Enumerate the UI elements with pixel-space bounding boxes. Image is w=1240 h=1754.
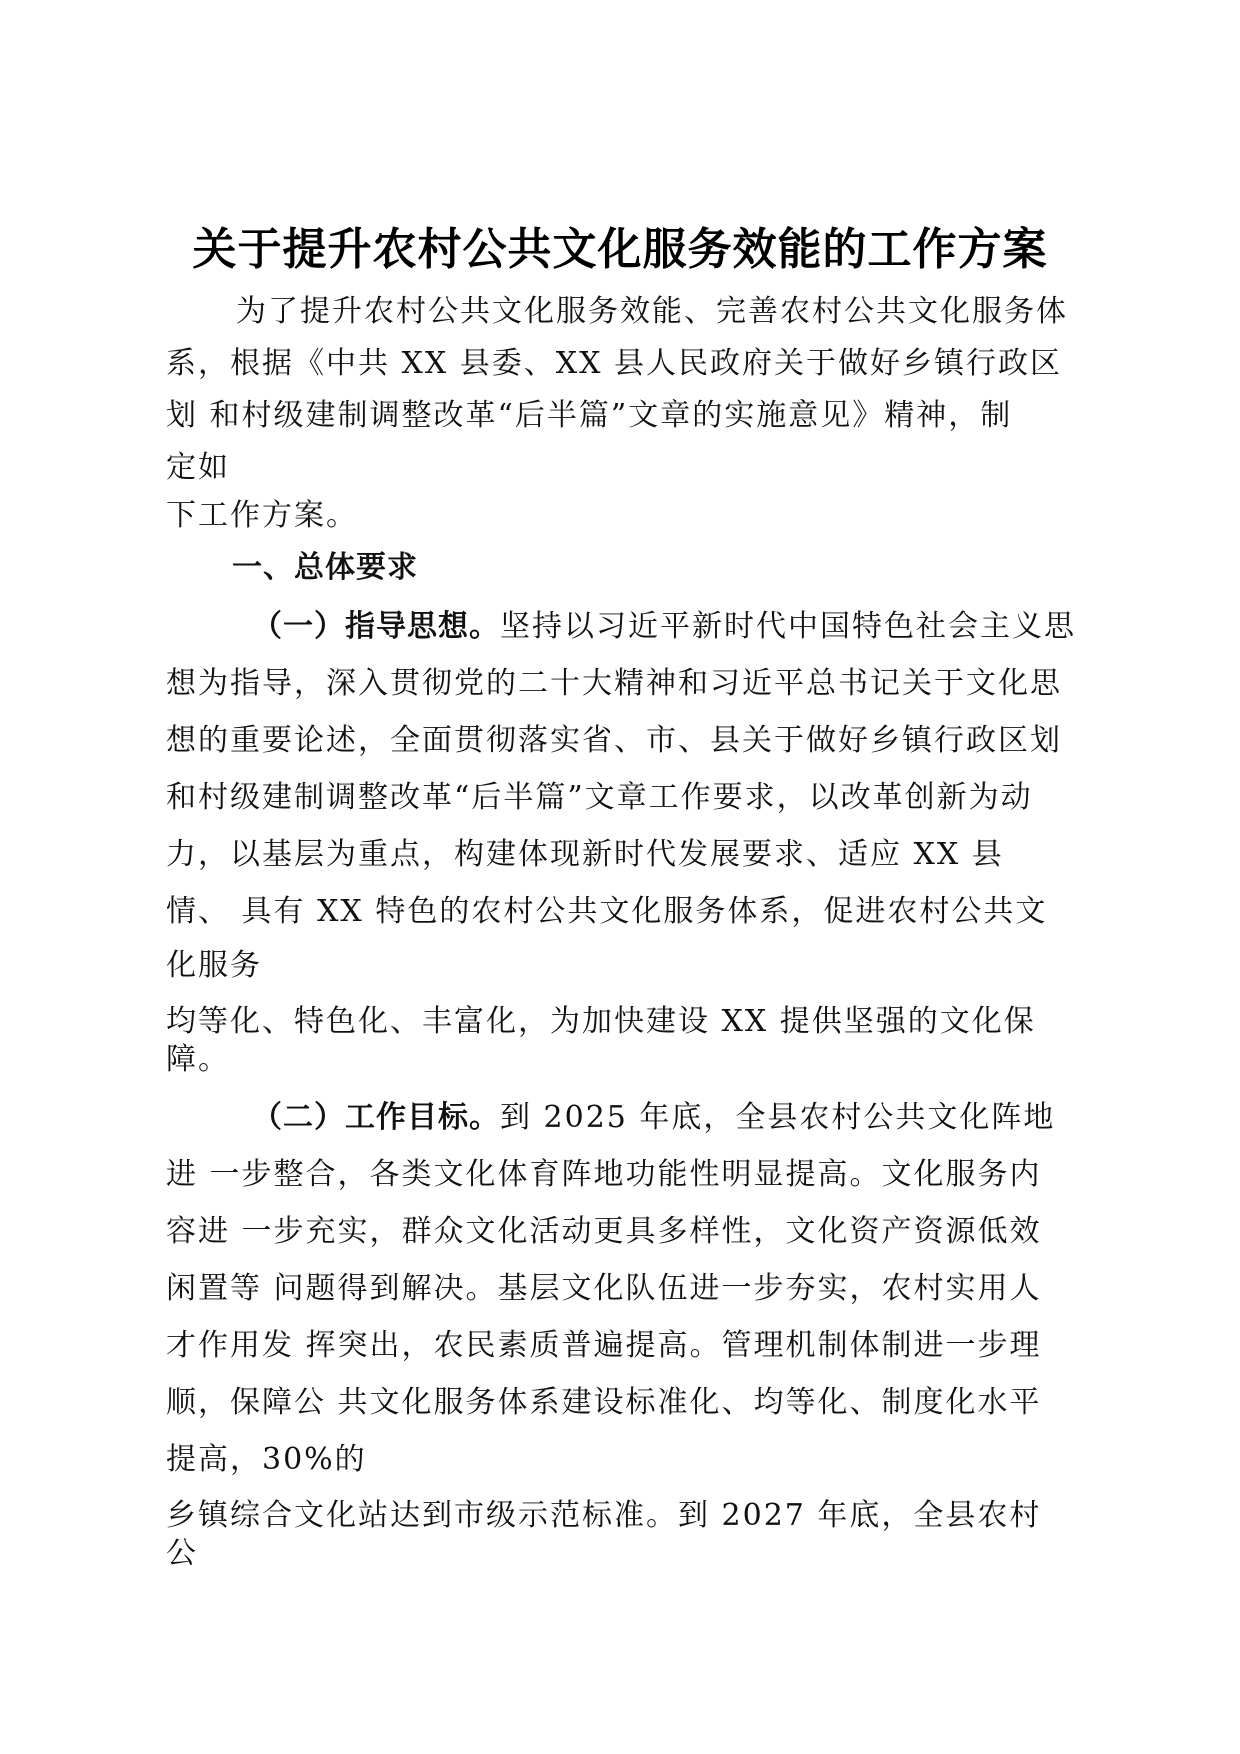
item2-line-2: 进 一步整合，各类文化体育阵地功能性明显提高。文化服务内 (166, 1157, 1042, 1192)
item2-line-6: 顺，保障公 共文化服务体系建设标准化、均等化、制度化水平 (166, 1385, 1042, 1420)
item2-line-3: 容进 一步充实，群众文化活动更具多样性，文化资产资源低效 (166, 1214, 1042, 1249)
item1-line-9: 障。 (166, 1042, 230, 1077)
intro-line-4: 定如 (166, 450, 230, 485)
item2-line-1: 到 2025 年底，全县农村公共文化阵地 (500, 1100, 1056, 1135)
intro-line-2: 系，根据《中共 XX 县委、XX 县人民政府关于做好乡镇行政区 (166, 346, 1063, 381)
item1-line-7: 化服务 (166, 948, 262, 983)
item1-line-2: 想为指导，深入贯彻党的二十大精神和习近平总书记关于文化思 (166, 666, 1062, 701)
item1-line-6: 情、 具有 XX 特色的农村公共文化服务体系，促进农村公共文 (166, 894, 1048, 929)
item2-line-8: 乡镇综合文化站达到市级示范标准。到 2027 年底，全县农村 (166, 1498, 1042, 1533)
item1-line-4: 和村级建制调整改革“后半篇”文章工作要求，以改革创新为动 (166, 780, 1033, 815)
item2-line-5: 才作用发 挥突出，农民素质普遍提高。管理机制体制进一步理 (166, 1328, 1042, 1363)
item2-first-line (252, 1098, 1055, 1138)
item1-line-8: 均等化、特色化、丰富化，为加快建设 XX 提供坚强的文化保 (166, 1004, 1036, 1039)
item2-lead: （二）工作目标。 (252, 1100, 500, 1135)
item2-line-4: 闲置等 问题得到解决。基层文化队伍进一步夯实，农村实用人 (166, 1271, 1042, 1306)
item2-line-9: 公 (166, 1536, 198, 1571)
intro-line-1: 为了提升农村公共文化服务效能、完善农村公共文化服务体 (236, 294, 1068, 329)
document-title: 关于提升农村公共文化服务效能的工作方案 (192, 224, 1048, 275)
item1-line-3: 想的重要论述，全面贯彻落实省、市、县关于做好乡镇行政区划 (166, 723, 1062, 758)
item2-line-7: 提高，30%的 (166, 1442, 367, 1477)
item1-lead: （一）指导思想。 (252, 609, 500, 644)
item1-line-5: 力，以基层为重点，构建体现新时代发展要求、适应 XX 县 (166, 837, 1004, 872)
intro-line-5: 下工作方案。 (166, 498, 358, 533)
section-heading-overall-requirements: 一、总体要求 (232, 550, 418, 585)
item1-first-line (252, 607, 1076, 647)
item1-line-1: 坚持以习近平新时代中国特色社会主义思 (500, 609, 1076, 644)
intro-line-3: 划 和村级建制调整改革“后半篇”文章的实施意见》精神，制 (166, 398, 1013, 433)
